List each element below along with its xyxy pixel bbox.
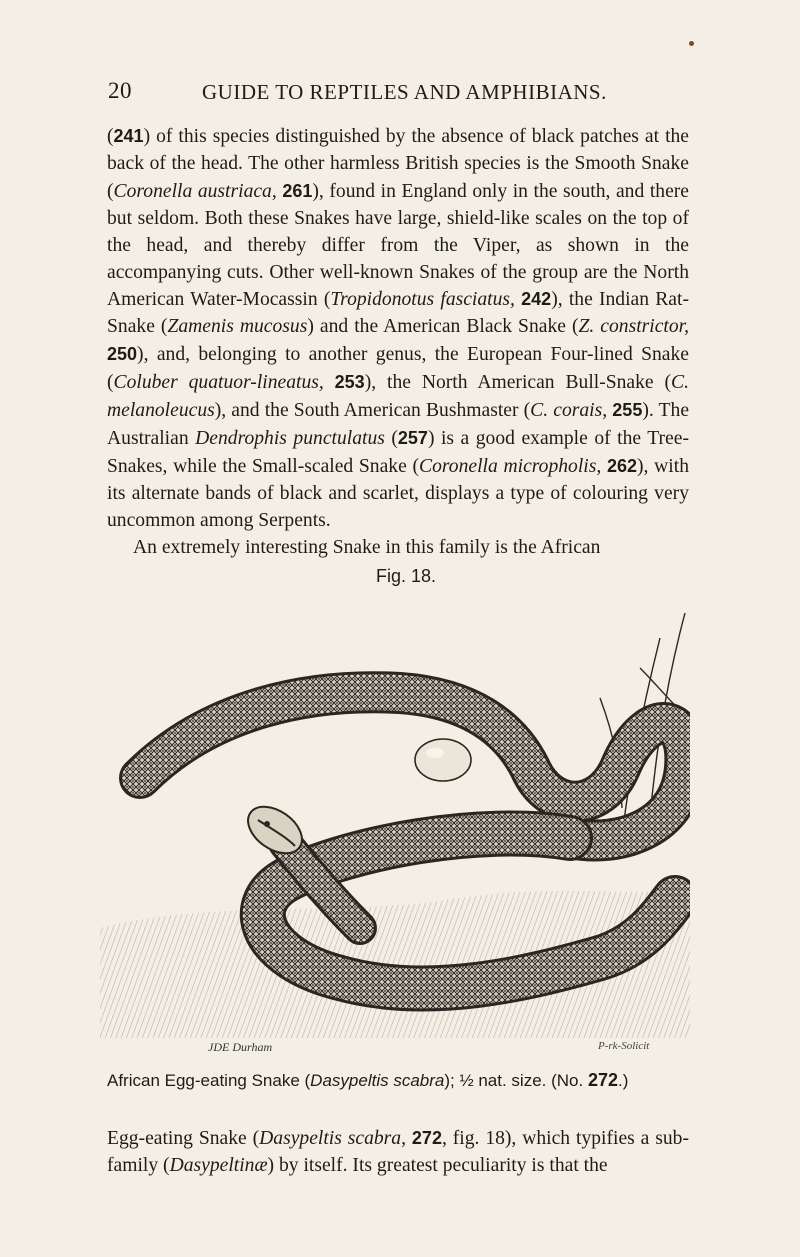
text-run: , fig. 18), which typifies a sub-family (: [107, 1128, 689, 1176]
text-run: ) of this species distinguished by the absence of black patches at the back of the head. The other harmless British species is the Smooth Snake (: [107, 126, 689, 202]
species-name: Coronella austriaca,: [113, 180, 277, 202]
paragraph-3: [107, 1125, 689, 1180]
page-header: [108, 78, 668, 110]
specimen-ref: 242: [521, 289, 552, 310]
text-run: ), with its alternate bands of black and scarlet, displays a type of colouring very uncommon among Serpents.: [107, 455, 689, 531]
egg-eating-snake-illustration: [100, 598, 690, 1058]
text-run: ) and the American Black Snake (: [307, 316, 579, 338]
text-run: Egg-eating Snake (: [107, 1128, 260, 1149]
specimen-ref: 255: [612, 400, 643, 421]
text-run: ), the North American Bull-Snake (: [364, 372, 672, 394]
specimen-ref: 261: [282, 180, 313, 201]
specimen-ref: 257: [397, 427, 428, 448]
caption-text: .): [618, 1071, 629, 1090]
specimen-ref: 253: [334, 372, 365, 393]
species-name: Dendrophis punctulatus: [195, 427, 385, 449]
specimen-ref: 250: [107, 344, 138, 365]
specimen-ref: 262: [606, 455, 638, 476]
caption-text: African Egg-eating Snake (: [107, 1071, 311, 1090]
main-text: [107, 123, 689, 562]
continuation-text: [107, 1125, 689, 1180]
subfamily-name: Dasypeltinæ: [169, 1154, 268, 1176]
page-number: 20: [108, 78, 132, 103]
text-run: (: [107, 126, 114, 147]
species-name: Zamenis mucosus: [167, 316, 308, 338]
snake-eye: [264, 821, 270, 827]
text-run: ) is a good example of the Tree-Snakes, while the Small-scaled Snake (: [107, 427, 689, 477]
text-run: [324, 372, 335, 393]
species-name: Tropidonotus fasciatus,: [330, 289, 515, 311]
engraver-signature: P-rk-Solicit: [598, 1040, 650, 1052]
paragraph-1: [107, 123, 689, 535]
species-name: Dasypeltis scabra,: [259, 1128, 407, 1149]
species-name: Coronella micropholis,: [419, 455, 602, 477]
caption-text: ); ½ nat. size. (No.: [444, 1071, 588, 1090]
text-run: ), the Indian Rat-Snake (: [107, 289, 689, 338]
text-run: ). The Australian: [107, 400, 690, 449]
paragraph-2: An extremely interesting Snake in this family is the African: [133, 536, 601, 558]
text-run: ), found in England only in the south, and there but seldom. Both these Snakes have large, shield-like scales on the top of the head, and thereby differ from the Viper, as shown in the accompanying cuts. Other well-known Snakes of the group are the North American Water-Mocassin (: [107, 180, 689, 311]
species-name: Coluber quatuor-lineatus,: [113, 372, 324, 394]
specimen-ref: 272: [411, 1128, 442, 1148]
text-run: (: [384, 427, 398, 449]
text-run: ) by itself. Its greatest peculiarity is that the: [267, 1154, 608, 1176]
caption-species: Dasypeltis scabra: [310, 1071, 445, 1090]
caption-ref: 272: [587, 1070, 618, 1090]
specimen-ref: 241: [113, 126, 144, 146]
egg: [415, 739, 471, 781]
species-name: C. melanoleucus: [107, 372, 689, 422]
text-run: ), and the South American Bushmaster (: [214, 400, 531, 422]
ink-speck: [689, 41, 694, 46]
species-name: Z. constrictor,: [578, 316, 690, 338]
figure-caption: [107, 1070, 707, 1091]
figure-label: Fig. 18.: [375, 566, 437, 586]
running-title: GUIDE TO REPTILES AND AMPHIBIANS.: [202, 80, 607, 104]
species-name: C. corais,: [530, 400, 608, 422]
artist-signature: JDE Durham: [208, 1040, 273, 1054]
text-run: ), and, belonging to another genus, the European Four-lined Snake (: [107, 344, 689, 394]
